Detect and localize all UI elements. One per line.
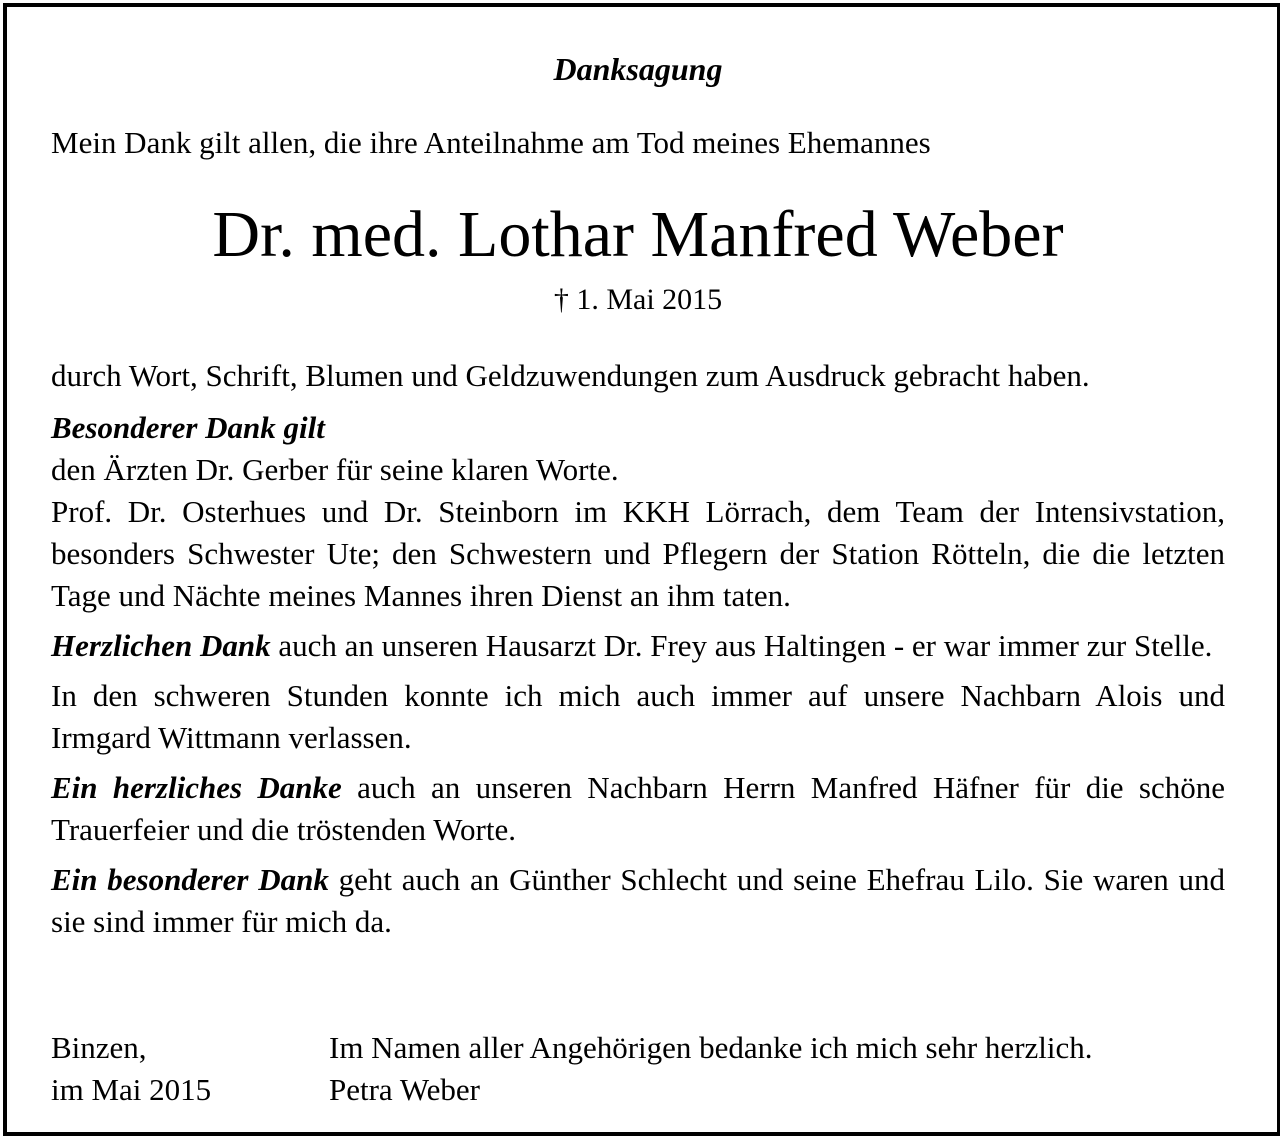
- doctor-thanks-paragraph: [51, 625, 1225, 667]
- friends-thanks-paragraph: [51, 859, 1225, 943]
- friends-thanks-label: Ein besonderer Dank: [51, 862, 329, 897]
- ceremony-thanks-label: Ein herzliches Danke: [51, 770, 342, 805]
- death-date: † 1. Mai 2015: [553, 283, 723, 316]
- special-thanks-label-line: [51, 407, 1225, 449]
- notice-heading: Danksagung: [553, 51, 723, 87]
- closing-message-block: [329, 1027, 1225, 1111]
- closing-date: im Mai 2015: [51, 1072, 212, 1107]
- notice-frame: [3, 3, 1280, 1136]
- signature: Petra Weber: [329, 1072, 481, 1107]
- friends-thanks-text: geht auch an Günther Schlecht und seine Ehefrau Lilo. Sie waren und sie sind immer für mich da.: [51, 862, 1225, 939]
- neighbors-paragraph: In den schweren Stunden konnte ich mich auch immer auf unsere Nachbarn Alois und Irmgard Wittmann verlassen.: [51, 678, 1225, 755]
- closing-place: Binzen,: [51, 1030, 147, 1065]
- special-thanks-label: Besonderer Dank gilt: [51, 410, 325, 445]
- ceremony-thanks-text: auch an unseren Nachbarn Herrn Manfred Häfner für die schöne Trauerfeier und die tröstenden Worte.: [51, 770, 1225, 847]
- intro-text: Mein Dank gilt allen, die ihre Anteilnahme am Tod meines Ehemannes: [51, 125, 931, 160]
- ceremony-thanks-paragraph: [51, 767, 1225, 851]
- doctor-thanks-label: Herzlichen Dank: [51, 628, 271, 663]
- notice-body: [51, 355, 1225, 943]
- expression-text: durch Wort, Schrift, Blumen und Geldzuwendungen zum Ausdruck gebracht haben.: [51, 358, 1090, 393]
- special-thanks-doctor: den Ärzten Dr. Gerber für seine klaren Worte.: [51, 452, 619, 487]
- closing-message: Im Namen aller Angehörigen bedanke ich mich sehr herzlich.: [329, 1030, 1093, 1065]
- closing-place-date: [51, 1027, 311, 1111]
- special-thanks-hospital: Prof. Dr. Osterhues und Dr. Steinborn im KKH Lörrach, dem Team der Intensivstation, besonders Schwester Ute; den Schwestern und Pflegern der Station Rötteln, die die letzten Tage und Nächte meines Mannes ihren Dienst an ihm taten.: [51, 494, 1225, 613]
- doctor-thanks-text: auch an unseren Hausarzt Dr. Frey aus Haltingen - er war immer zur Stelle.: [270, 628, 1213, 663]
- deceased-name: Dr. med. Lothar Manfred Weber: [212, 198, 1064, 271]
